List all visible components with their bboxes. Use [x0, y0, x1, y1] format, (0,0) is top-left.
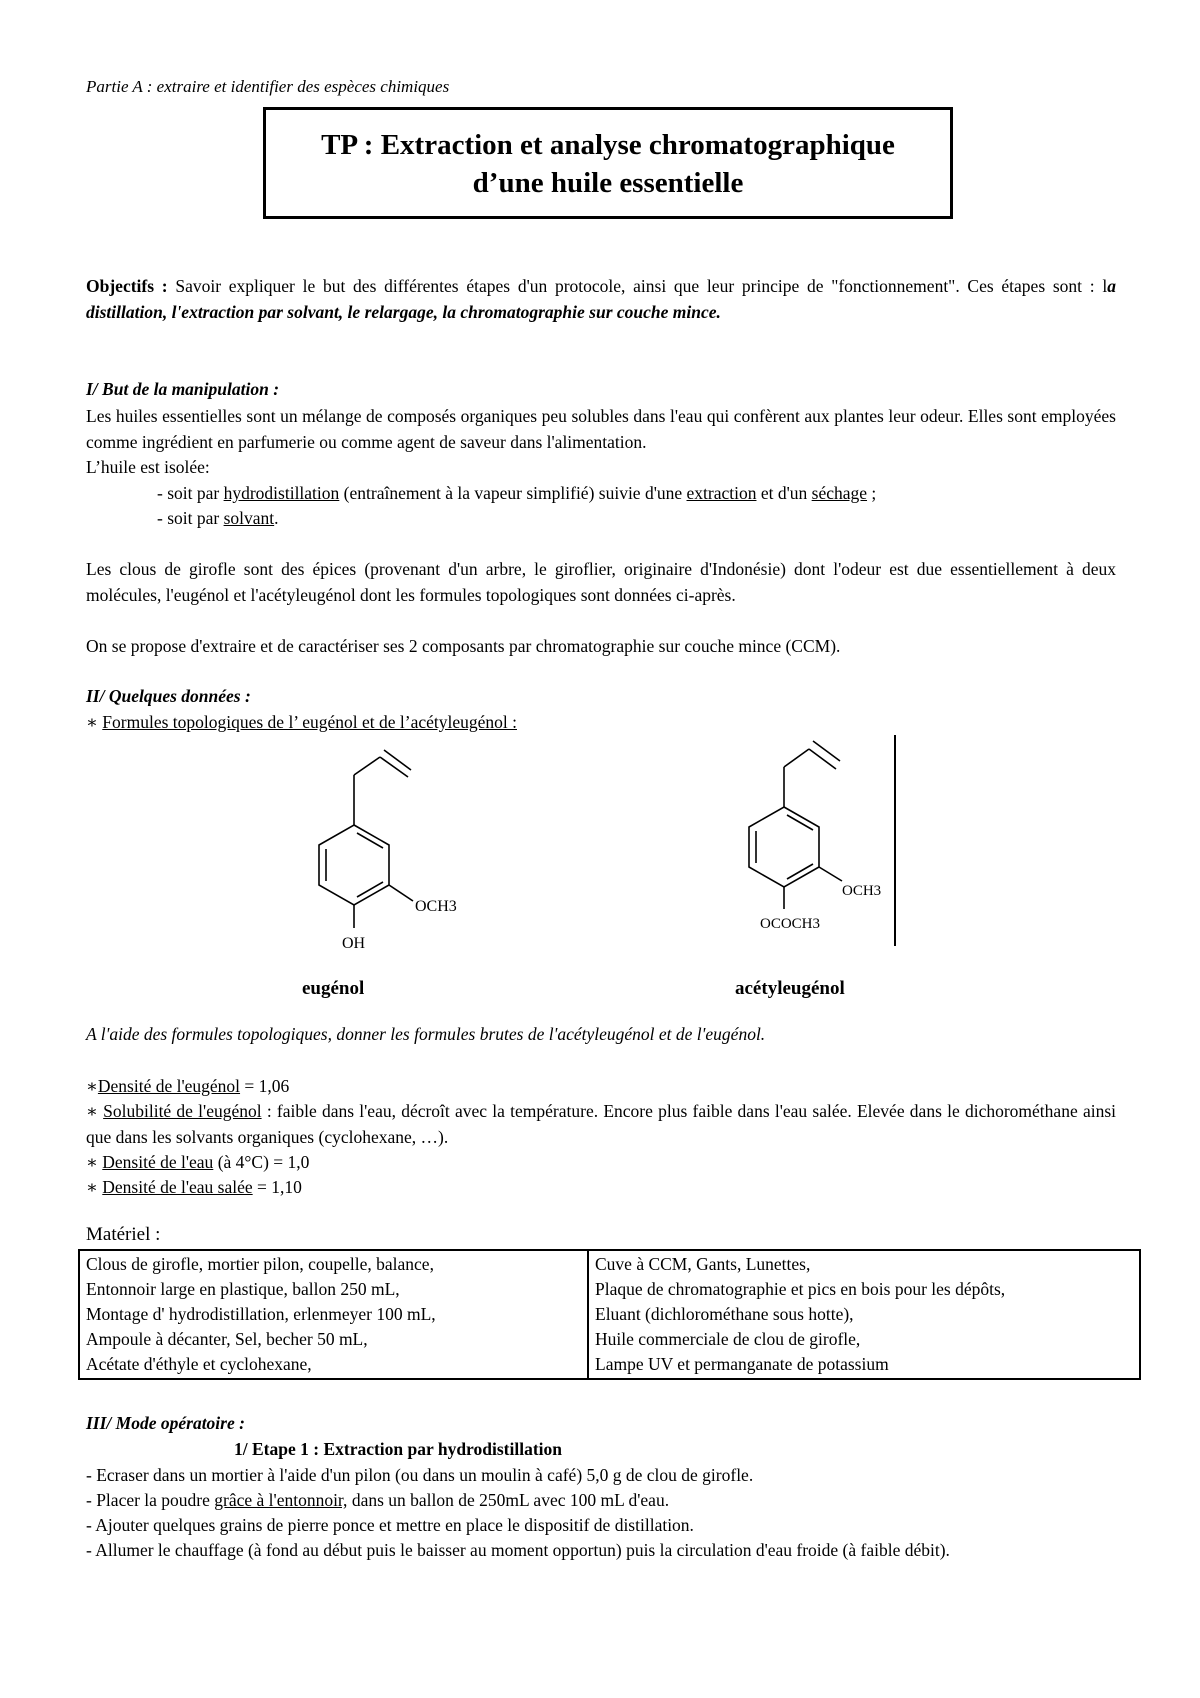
list-item: Acétate d'éthyle et cyclohexane, — [86, 1354, 312, 1374]
materiel-right-cell — [588, 1250, 1140, 1379]
section-1-para-3: Les clous de girofle sont des épices (provenant d'un arbre, le giroflier, originaire d'Indonésie) dont l'odeur est due essentiellement à deux molécules, l'eugénol et l'acétyleugénol dont les formules topologiques sont données ci-après. — [86, 559, 1116, 605]
eugenol-oh-label: OH — [342, 935, 366, 952]
title-line-2: d’une huile essentielle — [472, 167, 744, 199]
acetyleugenol-structure — [730, 737, 900, 952]
data-density-salt-water: ∗ Densité de l'eau salée = 1,10 — [86, 1177, 302, 1197]
table-row — [79, 1250, 1140, 1379]
term-solvant: solvant — [223, 508, 275, 528]
objectives-emphasis: a distillation, l'extraction par solvant, le relargage, la chromatographie sur couche mince. — [86, 276, 1116, 322]
list-item: Huile commerciale de clou de girofle, — [595, 1329, 861, 1349]
acetyleugenol-label: acétyleugénol — [735, 978, 845, 999]
title-box — [263, 107, 953, 219]
acetyl-ococh3-label: OCOCH3 — [760, 916, 821, 932]
list-item: Lampe UV et permanganate de potassium — [595, 1354, 889, 1374]
materiel-table — [78, 1249, 1141, 1380]
question: A l'aide des formules topologiques, donner les formules brutes de l'acétyleugénol et de l'eugénol. — [86, 1024, 766, 1044]
list-item: Ampoule à décanter, Sel, becher 50 mL, — [86, 1329, 368, 1349]
materiel-label: Matériel : — [86, 1224, 161, 1245]
formulas-label: ∗ Formules topologiques de l’ eugénol et de l’acétyleugénol : — [86, 712, 517, 732]
objectives-text: Savoir expliquer le but des différentes étapes d'un protocole, ainsi que leur principe de "fonctionnement". Ces étapes sont : l — [167, 276, 1108, 296]
materiel-left-cell — [79, 1250, 588, 1379]
eugenol-structure — [300, 745, 520, 960]
data-density-eugenol: ∗Densité de l'eugénol = 1,06 — [86, 1076, 290, 1096]
section-1-heading: I/ But de la manipulation : — [86, 379, 280, 399]
list-item: Entonnoir large en plastique, ballon 250 mL, — [86, 1279, 400, 1299]
vertical-divider — [894, 735, 896, 946]
list-item: Cuve à CCM, Gants, Lunettes, — [595, 1254, 811, 1274]
step-item-4: - Allumer le chauffage (à fond au début puis le baisser au moment opportun) puis la circulation d'eau froide (à faible débit). — [86, 1540, 950, 1560]
step-1-title: 1/ Etape 1 : Extraction par hydrodistillation — [234, 1439, 562, 1459]
list-item: Eluant (dichlorométhane sous hotte), — [595, 1304, 854, 1324]
objectives — [86, 274, 1116, 325]
section-1-para-4: On se propose d'extraire et de caractériser ses 2 composants par chromatographie sur couche mince (CCM). — [86, 636, 841, 656]
bullet-1: - soit par hydrodistillation (entraînement à la vapeur simplifié) suivie d'une extraction et d'un séchage ; — [157, 483, 877, 503]
step-item-3: - Ajouter quelques grains de pierre ponce et mettre en place le dispositif de distillation. — [86, 1515, 694, 1535]
list-item: Plaque de chromatographie et pics en bois pour les dépôts, — [595, 1279, 1006, 1299]
acetyl-och3-label: OCH3 — [842, 883, 882, 899]
section-header: Partie A : extraire et identifier des espèces chimiques — [86, 77, 450, 96]
eugenol-label: eugénol — [302, 978, 365, 999]
term-hydrodistillation: hydrodistillation — [223, 483, 340, 503]
bullet-2: - soit par solvant. — [157, 508, 279, 528]
step-item-1: - Ecraser dans un mortier à l'aide d'un pilon (ou dans un moulin à café) 5,0 g de clou de girofle. — [86, 1465, 754, 1485]
objectives-label: Objectifs : — [86, 276, 168, 296]
section-3-heading: III/ Mode opératoire : — [86, 1413, 245, 1433]
eugenol-och3-label: OCH3 — [415, 898, 457, 915]
list-item: Montage d' hydrodistillation, erlenmeyer 100 mL, — [86, 1304, 436, 1324]
title-line-1: TP : Extraction et analyse chromatographique — [321, 129, 895, 161]
term-extraction: extraction — [686, 483, 757, 503]
step-item-2: - Placer la poudre grâce à l'entonnoir, dans un ballon de 250mL avec 100 mL d'eau. — [86, 1490, 670, 1510]
section-2-heading: II/ Quelques données : — [86, 686, 251, 706]
data-solubility-eugenol: ∗ Solubilité de l'eugénol : faible dans l'eau, décroît avec la température. Encore plus faible dans l'eau salée. Elevée dans le dichorométhane ainsi que dans les solvants organiques (cyclohexane, …). — [86, 1101, 1116, 1147]
list-item: Clous de girofle, mortier pilon, coupelle, balance, — [86, 1254, 434, 1274]
term-sechage: séchage — [811, 483, 868, 503]
section-1-para-2: L’huile est isolée: — [86, 457, 210, 477]
section-1-para-1: Les huiles essentielles sont un mélange de composés organiques peu solubles dans l'eau qui confèrent aux plantes leur odeur. Elles sont employées comme ingrédient en parfumerie ou comme agent de saveur dans l'alimentation. — [86, 406, 1116, 452]
data-density-water: ∗ Densité de l'eau (à 4°C) = 1,0 — [86, 1152, 310, 1172]
